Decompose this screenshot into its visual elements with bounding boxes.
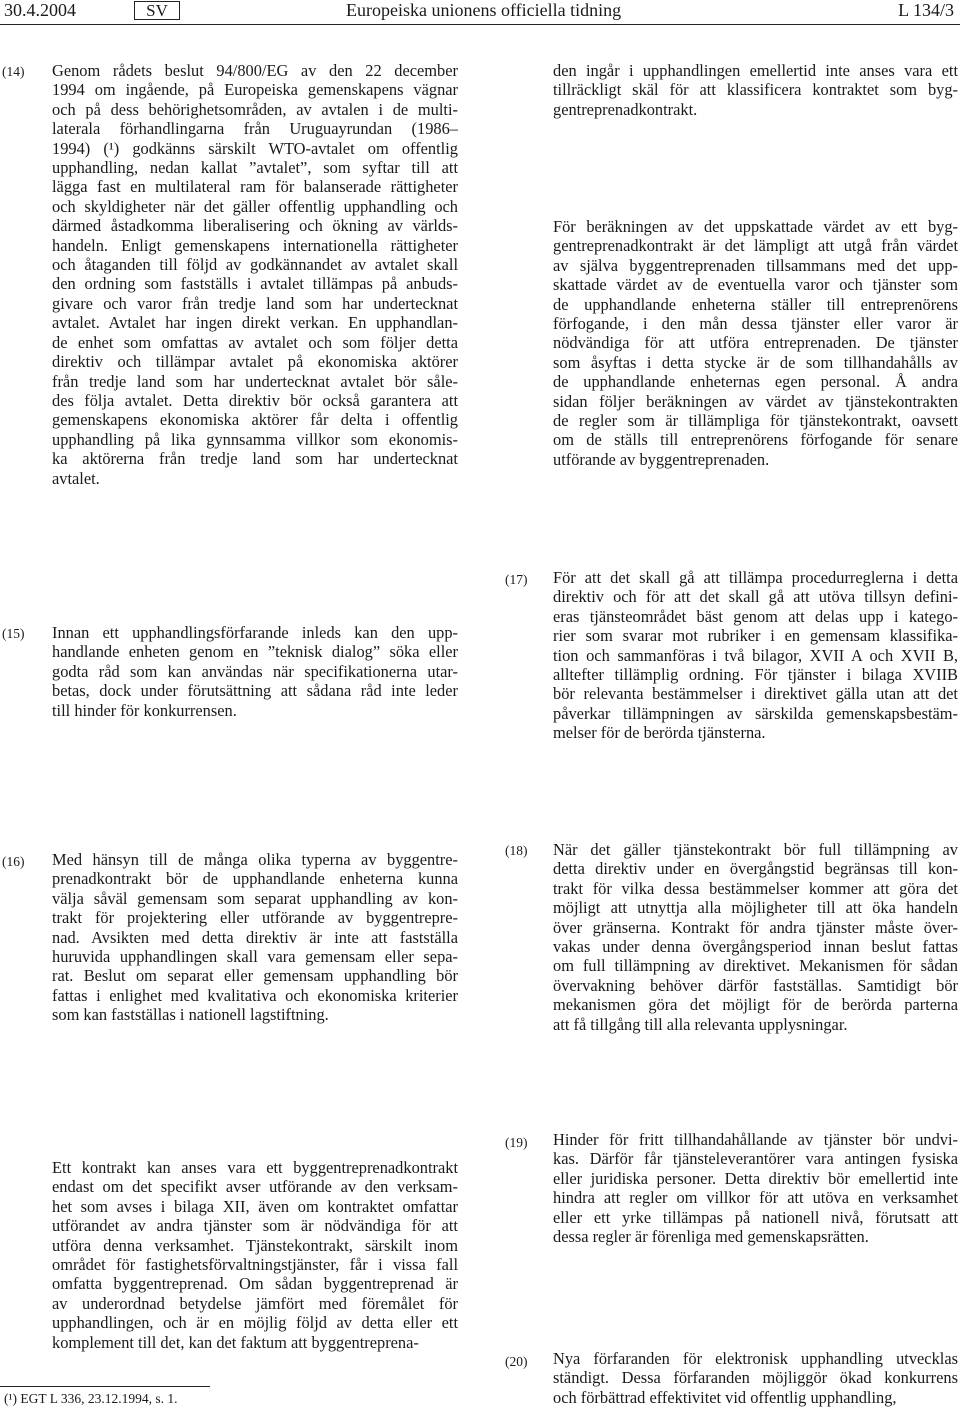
text-line: direktiv och för att det skall gå att utöva tillsyn defini- bbox=[553, 587, 958, 607]
text-line: trakt för projektering eller utförande av byggentrepre- bbox=[52, 908, 458, 928]
text-line: För beräkningen av det uppskattade värdet av ett byg- bbox=[553, 217, 958, 236]
text-line: nad. Avsikten med detta direktiv är inte att fastställa bbox=[52, 927, 458, 947]
text-line: utförande av byggentreprenaden. bbox=[553, 449, 770, 469]
recital-18-number: (18) bbox=[505, 843, 528, 858]
text-line: 1994 om ingående, på Europeiska gemenskapens vägnar bbox=[52, 80, 458, 100]
language-code: SV bbox=[134, 1, 180, 20]
text-line: skattade värdet av de eventuella varor och tjänster som bbox=[553, 275, 958, 295]
journal-date: 30.4.2004 bbox=[4, 0, 76, 20]
text-line: upphandling, nedan kallat ”avtalet”, som syftar till att bbox=[52, 158, 458, 178]
text-line: direktiv och tillämpar avtalet på ekonomiska aktörer bbox=[52, 352, 458, 372]
text-line: laterala förhandlingarna från Uruguayrundan (1986– bbox=[52, 119, 458, 139]
text-line: eras tjänsteområdet bäst genom att delas upp i katego- bbox=[553, 606, 958, 626]
text-line: gentreprenadkontrakt. bbox=[553, 99, 698, 119]
text-line: Ett kontrakt kan anses vara ett byggentreprenadkontrakt bbox=[52, 1158, 458, 1177]
text-line: kas. Därför får tjänsteleverantörer vara antingen fysiska bbox=[553, 1149, 958, 1169]
text-line: prenadkontrakt bör de upphandlande enheterna kunna bbox=[52, 869, 458, 889]
text-line: het som avses i bilaga XII, även om kontraktet omfattar bbox=[52, 1196, 458, 1216]
text-line: detta direktiv under en övergångstid begränsas till kon- bbox=[553, 859, 958, 879]
text-line: godta råd som kan användas när specifikationerna utar- bbox=[52, 661, 458, 681]
text-line: ständigt. Dessa förfaranden möjliggör ökad konkurrens bbox=[553, 1368, 958, 1388]
text-line: 1994) (¹) godkänns särskilt WTO-avtalet om offentlig bbox=[52, 138, 458, 158]
text-line: som åsyftas i detta stycke är de som tillhandahålls av bbox=[553, 352, 958, 372]
text-line: ka aktörerna från tredje land som har undertecknat bbox=[52, 449, 458, 469]
text-line: från tredje land som har undertecknat avtalet bör såle- bbox=[52, 371, 458, 391]
text-line: förfogande, i den mån dessa tjänster eller varor är bbox=[553, 314, 958, 334]
recital-16-number: (16) bbox=[2, 854, 25, 869]
text-line: mekanismen göra det möjligt för de berörda parterna bbox=[553, 995, 958, 1015]
text-line: de enhet som omfattas av avtalet och som följer detta bbox=[52, 332, 458, 352]
text-line: Innan ett upphandlingsförfarande inleds kan den upp- bbox=[52, 623, 458, 642]
text-line: av själva byggentreprenaden tillsammans med det upp- bbox=[553, 255, 958, 275]
text-line: lägga fast en multilateral ram för balanserade rättigheter bbox=[52, 177, 458, 197]
text-line: och åtaganden till följd av godkännandet av avtalet skall bbox=[52, 255, 458, 275]
text-line: alltefter tillämplig ordning. För tjänster i bilaga XVIIB bbox=[553, 665, 958, 685]
text-line: fattas i enlighet med kvalitativa och ekonomiska kriterier bbox=[52, 985, 458, 1005]
text-line: de regler som är tillämpliga för tjänstekontrakt, oavsett bbox=[553, 411, 958, 431]
text-line: vakas under denna övergångsperiod innan beslut fattas bbox=[553, 937, 958, 957]
text-line: bör relevanta bestämmelser i direktivet gälla utan att det bbox=[553, 684, 958, 704]
text-line: melser för de berörda tjänsterna. bbox=[553, 723, 766, 743]
text-line: och på dess behörighetsområden, av avtalen i de multi- bbox=[52, 99, 458, 119]
text-line: Hinder för fritt tillhandahållande av tjänster bör undvi- bbox=[553, 1130, 958, 1149]
recital-19-text bbox=[553, 1130, 958, 1246]
text-line: de upphandlande enheterna ställer till entreprenörens bbox=[553, 294, 958, 314]
text-line: givare och varor från tredje land som har undertecknat bbox=[52, 293, 458, 313]
text-line: endast om det specifikt avser utförande av den verksam- bbox=[52, 1177, 458, 1197]
text-line: välja såväl gemensam som separat upphandling av kon- bbox=[52, 888, 458, 908]
text-line: upphandlingen, och är en möjlig följd av detta eller ett bbox=[52, 1313, 458, 1333]
text-line: utföra denna verksamhet. Tjänstekontrakt, särskilt inom bbox=[52, 1235, 458, 1255]
text-line: påverkar tillämpningen av särskilda gemenskapsbestäm- bbox=[553, 703, 958, 723]
text-line: sidan följer beräkningen av värdet av tjänstekontrakten bbox=[553, 391, 958, 411]
text-line: gemenskapens ekonomiska aktörer får delta i offentlig bbox=[52, 410, 458, 430]
text-line: nödvändiga för att utföra entreprenaden. De tjänster bbox=[553, 333, 958, 353]
text-line: Genom rådets beslut 94/800/EG av den 22 december bbox=[52, 61, 458, 80]
recital-16-text bbox=[52, 850, 458, 1025]
recital-19-number: (19) bbox=[505, 1135, 528, 1150]
text-line: om de ställs till entreprenörens förfogande för senare bbox=[553, 430, 958, 450]
text-line: området för fastighetsförvaltningstjänster, får i vissa fall bbox=[52, 1255, 458, 1275]
text-line: tillräckligt skäl för att klassificera kontraktet som byg- bbox=[553, 80, 958, 100]
text-line: till hinder för konkurrensen. bbox=[52, 700, 237, 720]
recital-14-number: (14) bbox=[2, 64, 25, 79]
text-line: tion och sammanföras i två bilagor, XVII A och XVII B, bbox=[553, 645, 958, 665]
text-line: Med hänsyn till de många olika typerna av byggentre- bbox=[52, 850, 458, 869]
text-line: dessa regler är förenliga med gemenskapsrätten. bbox=[553, 1227, 869, 1247]
recital-14-text bbox=[52, 61, 458, 488]
text-line: avtalet. Avtalet har ingen direkt verkan. En upphandlan- bbox=[52, 313, 458, 333]
text-line: gentreprenadkontrakt är det lämpligt att utgå från värdet bbox=[553, 236, 958, 256]
text-line: betas, dock under förutsättning att sådana råd inte leder bbox=[52, 681, 458, 701]
recital-16-second-paragraph-end bbox=[553, 217, 958, 469]
text-line: övervakning behöver därför fastställas. Samtidigt bör bbox=[553, 975, 958, 995]
journal-title: Europeiska unionens officiella tidning bbox=[346, 0, 622, 20]
text-line: utförandet av andra tjänster som är nödvändiga för att bbox=[52, 1216, 458, 1236]
recital-20-number: (20) bbox=[505, 1354, 528, 1369]
text-line: över gränserna. Kontrakt för andra tjänster måste över- bbox=[553, 917, 958, 937]
footnote: (¹) EGT L 336, 23.12.1994, s. 1. bbox=[4, 1391, 178, 1406]
text-line: omfatta byggentreprenad. Om sådan byggentreprenad är bbox=[52, 1274, 458, 1294]
text-line: av underordnad betydelse jämfört med föremålet för bbox=[52, 1293, 458, 1313]
text-line: huruvida upphandlingen skall vara gemensam eller sepa- bbox=[52, 947, 458, 967]
recital-18-text bbox=[553, 840, 958, 1034]
text-line: och skyldigheter när det gäller offentlig upphandling och bbox=[52, 196, 458, 216]
text-line: och förbättrad effektivitet vid offentlig upphandling, bbox=[553, 1387, 897, 1407]
recital-16-continuation bbox=[553, 61, 958, 119]
text-line: För att det skall gå att tillämpa procedurreglerna i detta bbox=[553, 568, 958, 587]
text-line: möjligt att utnyttja alla möjligheter till att öka handeln bbox=[553, 898, 958, 918]
text-line: rat. Beslut om separat eller gemensam upphandling bör bbox=[52, 966, 458, 986]
text-line: den ingår i upphandlingen emellertid inte anses vara ett bbox=[553, 61, 958, 80]
text-line: om full tillämpning av direktivet. Mekanismen för sådan bbox=[553, 956, 958, 976]
text-line: handeln. Enligt gemenskapens internationella rättigheter bbox=[52, 235, 458, 255]
text-line: Nya förfaranden för elektronisk upphandling utvecklas bbox=[553, 1349, 958, 1368]
text-line: rier som svarar mot rubriker i en gemensam klassifika- bbox=[553, 626, 958, 646]
text-line: eller ett yrke tillämpas på nationell nivå, förutsatt att bbox=[553, 1207, 958, 1227]
page-reference: L 134/3 bbox=[898, 0, 954, 20]
text-line: den ordning som fastställs i avtalet tillämpas på anbuds- bbox=[52, 274, 458, 294]
text-line: de upphandlande enheternas egen personal. Å andra bbox=[553, 372, 958, 392]
footnote-rule bbox=[0, 1386, 210, 1387]
text-line: des följa avtalet. Detta direktiv bör också garantera att bbox=[52, 390, 458, 410]
text-line: handlande enheten genom en ”teknisk dialog” söka eller bbox=[52, 642, 458, 662]
text-line: komplement till det, kan det faktum att byggentreprena- bbox=[52, 1332, 419, 1352]
recital-17-number: (17) bbox=[505, 572, 528, 587]
header-rule bbox=[0, 24, 960, 25]
text-line: När det gäller tjänstekontrakt bör full tillämpning av bbox=[553, 840, 958, 859]
text-line: upphandling på lika gynnsamma villkor som ekonomis- bbox=[52, 429, 458, 449]
text-line: som kan fastställas i nationell lagstiftning. bbox=[52, 1005, 329, 1025]
recital-20-text bbox=[553, 1349, 958, 1407]
text-line: avtalet. bbox=[52, 468, 100, 488]
text-line: hindra att regler om villkor för att utöva en verksamhet bbox=[553, 1188, 958, 1208]
recital-15-text bbox=[52, 623, 458, 720]
text-line: trakt för vilka dessa bestämmelser kommer att göra det bbox=[553, 878, 958, 898]
recital-16-second-paragraph bbox=[52, 1158, 458, 1352]
text-line: att få tillgång till alla relevanta upplysningar. bbox=[553, 1014, 848, 1034]
text-line: därmed åstadkomma liberalisering och ökning av världs- bbox=[52, 216, 458, 236]
recital-17-text bbox=[553, 568, 958, 743]
text-line: eller juridiska personer. Detta direktiv bör emellertid inte bbox=[553, 1168, 958, 1188]
recital-15-number: (15) bbox=[2, 626, 25, 641]
